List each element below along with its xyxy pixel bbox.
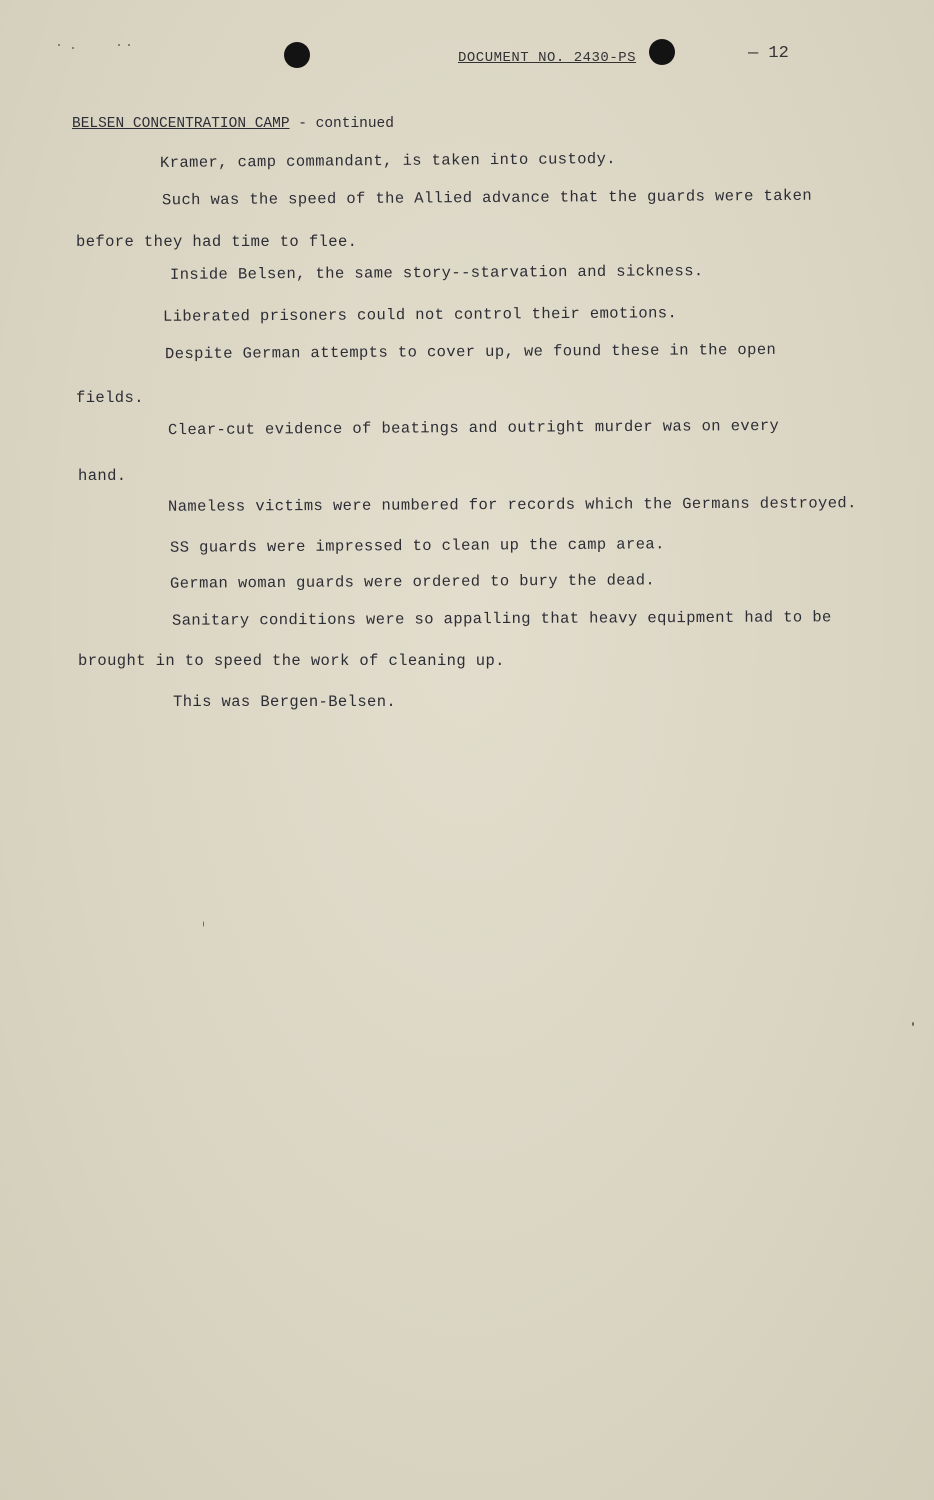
section-heading bbox=[72, 116, 394, 132]
paper-speck bbox=[128, 44, 130, 46]
text-line: Sanitary conditions were so appalling that heavy equipment had to be bbox=[171, 608, 832, 630]
punch-hole-left bbox=[284, 42, 310, 68]
paper-mark bbox=[912, 1022, 914, 1026]
paper-mark bbox=[203, 921, 204, 927]
text-line: brought in to speed the work of cleaning up. bbox=[78, 652, 505, 670]
text-line: before they had time to flee. bbox=[76, 233, 358, 251]
paper-speck bbox=[118, 44, 120, 46]
text-line: fields. bbox=[76, 389, 144, 407]
text-line: Liberated prisoners could not control their emotions. bbox=[162, 304, 678, 326]
text-line: This was Bergen-Belsen. bbox=[173, 693, 397, 711]
text-line: hand. bbox=[78, 467, 127, 485]
text-line: Nameless victims were numbered for records which the Germans destroyed. bbox=[167, 494, 857, 516]
text-line: Such was the speed of the Allied advance that the guards were taken bbox=[161, 186, 813, 210]
text-line: SS guards were impressed to clean up the camp area. bbox=[169, 535, 665, 557]
paper-speck bbox=[58, 44, 60, 46]
text-line: Clear-cut evidence of beatings and outright murder was on every bbox=[167, 416, 780, 440]
document-number: DOCUMENT NO. 2430-PS bbox=[458, 50, 637, 66]
text-line: German woman guards were ordered to bury the dead. bbox=[169, 571, 656, 593]
heading-suffix: - continued bbox=[289, 116, 394, 132]
paper-speck bbox=[72, 47, 74, 49]
heading-title: BELSEN CONCENTRATION CAMP bbox=[72, 116, 290, 132]
page-number: — 12 bbox=[748, 44, 789, 63]
text-line: Despite German attempts to cover up, we found these in the open bbox=[164, 340, 777, 364]
punch-hole-right bbox=[649, 39, 675, 65]
text-line: Kramer, camp commandant, is taken into custody. bbox=[159, 150, 617, 172]
text-line: Inside Belsen, the same story--starvation and sickness. bbox=[169, 262, 704, 284]
